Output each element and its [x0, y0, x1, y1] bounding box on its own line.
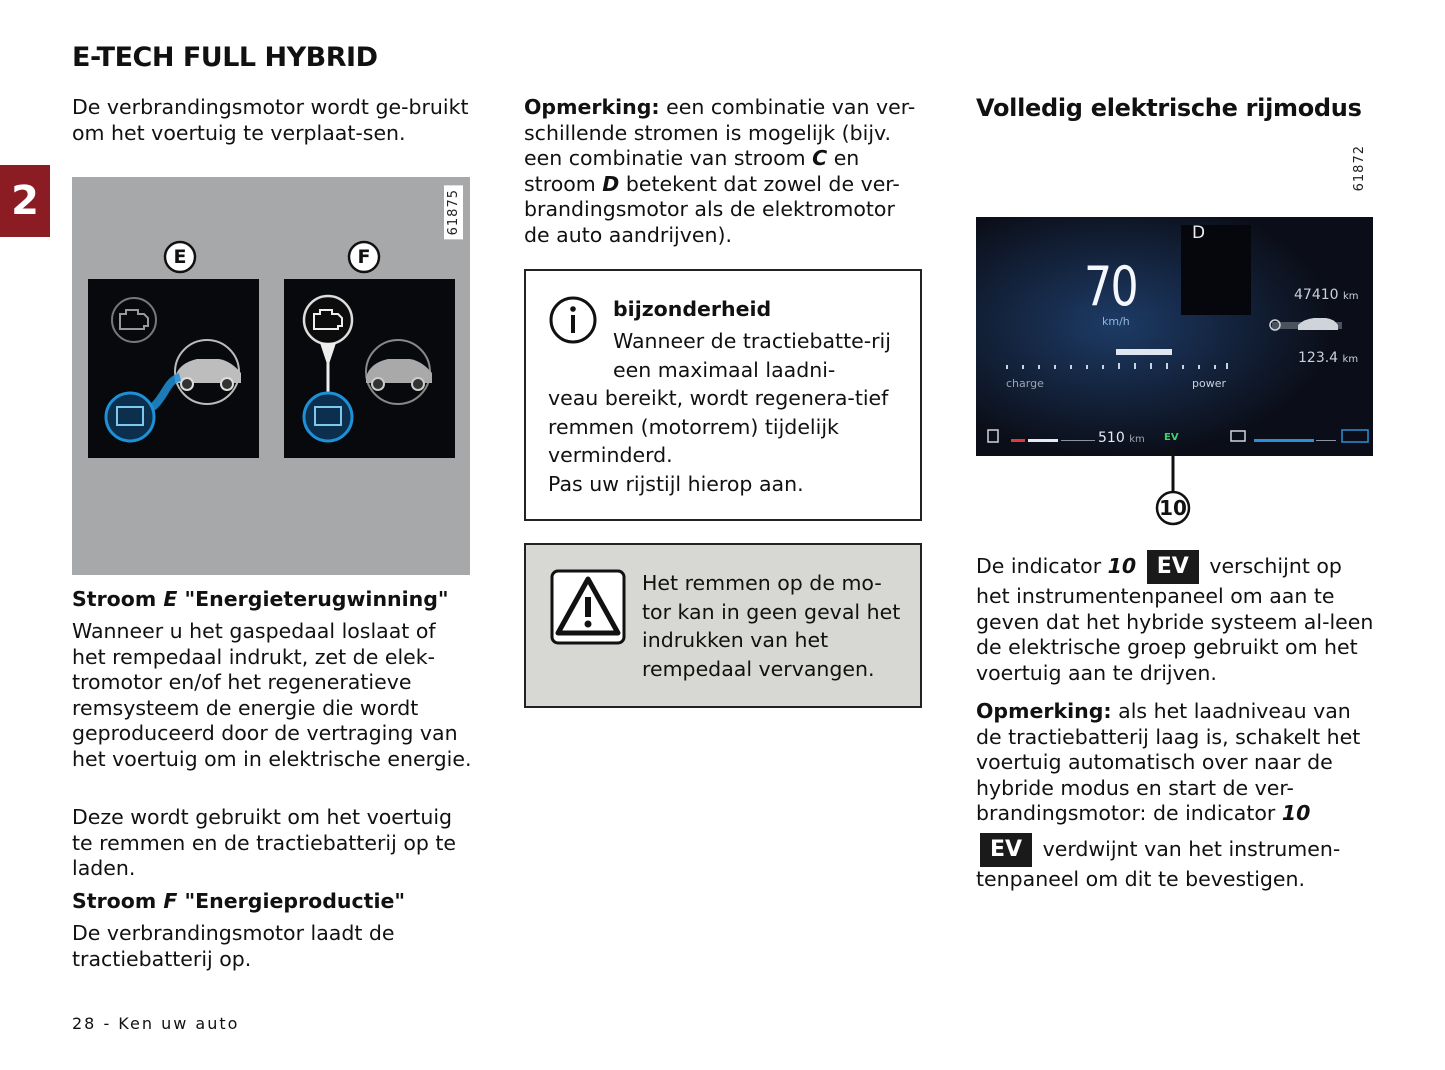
remark-ev-end: EV verdwijnt van het instrumen-tenpaneel om dit te bevestigen. [976, 833, 1376, 893]
power-label: power [1192, 377, 1226, 390]
note-text: veau bereikt, wordt regenera-tief remmen (motorrem) tijdelijk verminderd. [548, 386, 889, 467]
gear-indicator: D [1192, 223, 1206, 243]
intro-paragraph: De verbrandingsmotor wordt ge-bruikt om het voertuig te verplaat-sen. [72, 95, 469, 145]
label-f: F [357, 246, 371, 268]
stream-f-heading: Stroom F "Energieproductie" [72, 889, 406, 913]
label-e: E [173, 246, 187, 268]
info-icon [548, 295, 598, 345]
chapter-tab: 2 [0, 165, 50, 237]
note-text-indented: Wanneer de tractiebatte-rij een maximaal laadni- [613, 329, 891, 382]
dash-figure-code: 61872 [1350, 141, 1369, 195]
warning-icon [550, 569, 626, 645]
instrument-cluster [976, 217, 1373, 456]
charge-label: charge [1006, 377, 1044, 390]
trip-meter: 123.4 km [1298, 350, 1359, 366]
warning-box [524, 543, 922, 708]
stream-e-text-2: Deze wordt gebruikt om het voertuig te remmen en de tractiebatterij op te laden. [72, 805, 457, 880]
speed-unit: km/h [1102, 315, 1130, 328]
callout-number: 10 [1159, 496, 1187, 520]
odometer: 47410 km [1294, 287, 1359, 303]
ev-indicator: EV [1164, 432, 1179, 443]
note-title: bijzonderheid [613, 297, 772, 321]
note-text-last: Pas uw rijstijl hierop aan. [548, 472, 804, 496]
stream-e-text: Wanneer u het gaspedaal loslaat of het rempedaal indrukt, zet de elek-tromotor en/of het regeneratieve remsysteem de energie die wordt geproduceerd door de vertraging van het voertuig om in elektrische energie. [72, 619, 472, 771]
remark-ev-paragraph: Opmerking: als het laadniveau van de tractiebatterij laag is, schakelt het voertuig automatisch over naar de hybride modus en start de ver-brandingsmotor: de indicator 10 [976, 699, 1361, 825]
warning-text: Het remmen op de mo-tor kan in geen geval het indrukken van het rempedaal vervangen. [642, 571, 901, 681]
section-heading: Volledig elektrische rijmodus [976, 94, 1362, 122]
speed-readout: 70 [1084, 255, 1138, 318]
cluster-graphics [976, 217, 1373, 456]
ev-badge-icon-2: EV [980, 833, 1032, 867]
energy-flow-illustration [72, 177, 470, 575]
stream-f-text: De verbrandingsmotor laadt de tractiebatterij op. [72, 921, 395, 971]
page-footer: 28 - Ken uw auto [72, 1014, 240, 1033]
stream-e-heading: Stroom E "Energieterugwinning" [72, 587, 449, 611]
note-box [524, 269, 922, 521]
ev-badge-icon: EV [1147, 550, 1199, 584]
figure-code: 61875 [444, 185, 463, 239]
remark-paragraph: Opmerking: een combinatie van ver-schillende stromen is mogelijk (bijv. een combinatie van stroom C en stroom D betekent dat zowel de ver-brandingsmotor als de elektromotor de auto aandrijven). [524, 95, 916, 247]
page-title: E-TECH FULL HYBRID [72, 42, 378, 73]
range-readout: 510 km [1098, 430, 1145, 446]
energy-flow-figure [72, 177, 470, 575]
ev-paragraph: De indicator 10 EV verschijnt op het instrumentenpaneel om aan te geven dat het hybride systeem al-leen de elektrische groep gebruikt om het voertuig aan te drijven. [976, 550, 1376, 686]
